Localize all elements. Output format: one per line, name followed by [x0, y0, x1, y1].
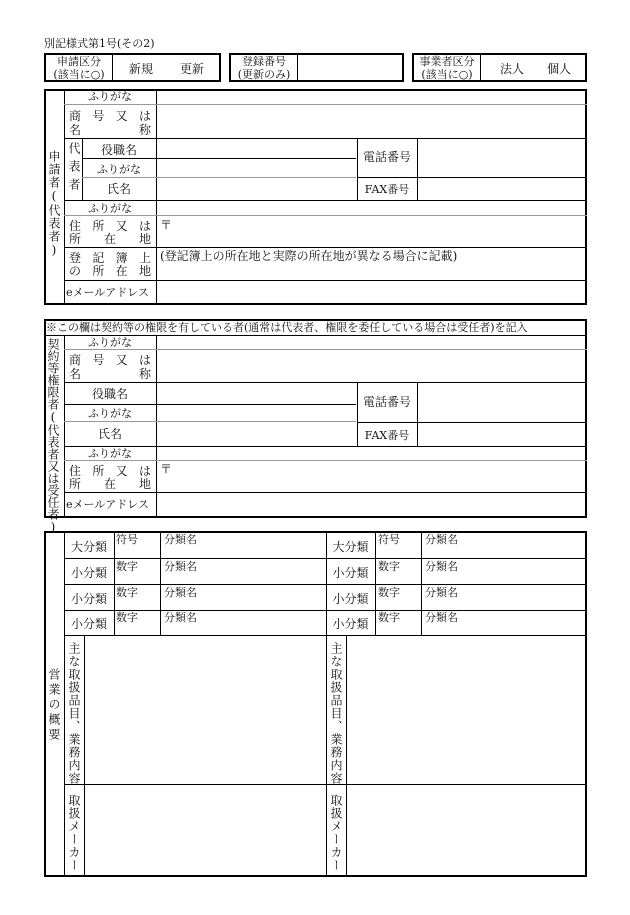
- applicant-position-field[interactable]: [158, 139, 356, 158]
- right-minor-name-label-3: 分類名: [425, 611, 458, 624]
- right-major-label: 大分類: [332, 540, 369, 554]
- form-title: 別記様式第1号(その2): [44, 37, 155, 50]
- right-minor-name-label-2: 分類名: [425, 586, 458, 599]
- applicant-name-furigana-label: ふりがな: [97, 163, 141, 176]
- left-main-items-field[interactable]: [86, 637, 325, 783]
- contract-phone-field[interactable]: [419, 383, 586, 421]
- applicant-trade-name-furigana-field[interactable]: [158, 90, 586, 103]
- applicant-email-field[interactable]: [158, 281, 586, 303]
- right-makers-field[interactable]: [348, 786, 586, 875]
- contract-section-label: 契約等権限者(代表者又は受任者): [46, 338, 60, 534]
- contract-note: ※この欄は契約等の権限を有している者(通常は代表者、権限を委任している場合は受任者)を記入: [46, 321, 528, 334]
- representative-label: 代表者: [67, 142, 81, 196]
- applicant-address-furigana-label: ふりがな: [88, 202, 132, 215]
- left-minor-name-label-2: 分類名: [164, 586, 197, 599]
- registration-number-note: (更新のみ): [237, 68, 291, 81]
- business-type-label: 事業者区分: [419, 55, 475, 68]
- contract-name-furigana-label: ふりがな: [88, 407, 132, 420]
- contract-address-field[interactable]: [172, 461, 586, 491]
- applicant-phone-field[interactable]: [419, 139, 586, 176]
- contract-position-field[interactable]: [158, 383, 356, 403]
- right-minor-number-label-1: 数字: [378, 560, 400, 573]
- left-minor-number-label-2: 数字: [116, 586, 138, 599]
- right-makers-label: 取扱メーカー: [329, 794, 343, 872]
- applicant-trade-name-label-2: 名 称: [69, 123, 151, 137]
- left-minor-name-label-3: 分類名: [164, 611, 197, 624]
- right-major-code-label: 符号: [378, 533, 400, 546]
- contract-email-label: eメールアドレス: [66, 498, 149, 511]
- applicant-position-label: 役職名: [100, 143, 137, 157]
- left-minor-label-3: 小分類: [70, 617, 107, 631]
- right-main-items-label: 主な取扱品目、業務内容: [329, 642, 343, 785]
- left-main-items-label: 主な取扱品目、業務内容: [67, 642, 81, 785]
- contract-fax-field[interactable]: [419, 423, 586, 445]
- option-new[interactable]: 新規: [129, 62, 154, 76]
- applicant-registry-field[interactable]: [158, 264, 586, 279]
- option-corporation[interactable]: 法人: [500, 62, 525, 76]
- applicant-fax-label: FAX番号: [364, 183, 410, 196]
- right-minor-label-1: 小分類: [332, 566, 369, 580]
- left-makers-field[interactable]: [86, 786, 325, 875]
- applicant-name-label: 氏名: [106, 182, 131, 196]
- left-makers-label: 取扱メーカー: [67, 794, 81, 872]
- left-minor-label-1: 小分類: [70, 566, 107, 580]
- left-minor-number-label-1: 数字: [116, 560, 138, 573]
- applicant-address-field[interactable]: [172, 216, 586, 246]
- contract-name-field[interactable]: [158, 422, 356, 445]
- left-major-code-label: 符号: [116, 533, 138, 546]
- applicant-section-label: 申請者(代表者): [47, 150, 61, 258]
- registration-number-field[interactable]: [299, 55, 402, 80]
- option-renewal[interactable]: 更新: [180, 62, 205, 76]
- applicant-postal-mark: 〒: [160, 218, 173, 232]
- applicant-registry-note: (登記簿上の所在地と実際の所在地が異なる場合に記載): [160, 249, 458, 263]
- applicant-fax-field[interactable]: [419, 178, 586, 199]
- applicant-phone-label: 電話番号: [362, 150, 411, 164]
- right-minor-number-label-3: 数字: [378, 611, 400, 624]
- right-major-name-label: 分類名: [425, 533, 458, 546]
- contract-address-furigana-label: ふりがな: [88, 447, 132, 460]
- applicant-name-field[interactable]: [158, 178, 356, 199]
- application-type-label: 申請区分: [57, 55, 101, 68]
- applicant-email-label: eメールアドレス: [66, 286, 149, 299]
- contract-furigana-label: ふりがな: [88, 336, 132, 349]
- right-minor-number-label-2: 数字: [378, 586, 400, 599]
- contract-email-field[interactable]: [158, 493, 586, 516]
- right-minor-name-label-1: 分類名: [425, 560, 458, 573]
- right-minor-label-2: 小分類: [332, 592, 369, 606]
- right-main-items-field[interactable]: [348, 637, 586, 783]
- applicant-address-furigana-field[interactable]: [158, 201, 586, 214]
- contract-trade-name-field[interactable]: [158, 350, 586, 381]
- application-type-note: (該当に○): [53, 68, 105, 81]
- option-individual[interactable]: 個人: [547, 62, 572, 76]
- applicant-trade-name-field[interactable]: [158, 105, 586, 137]
- left-major-name-label: 分類名: [164, 533, 197, 546]
- contract-trade-name-furigana-field[interactable]: [158, 336, 586, 348]
- business-section-label: 営業の概要: [47, 668, 61, 743]
- contract-fax-label: FAX番号: [364, 429, 410, 442]
- left-major-label: 大分類: [70, 540, 107, 554]
- applicant-trade-name-label-1: 商 号 又 は: [69, 109, 151, 123]
- contract-position-label: 役職名: [91, 387, 128, 401]
- left-minor-number-label-3: 数字: [116, 611, 138, 624]
- left-minor-label-2: 小分類: [70, 592, 107, 606]
- left-minor-name-label-1: 分類名: [164, 560, 197, 573]
- registration-number-label: 登録番号: [242, 55, 286, 68]
- contract-phone-label: 電話番号: [362, 395, 411, 409]
- right-minor-label-3: 小分類: [332, 617, 369, 631]
- applicant-furigana-label: ふりがな: [88, 90, 132, 103]
- contract-name-label: 氏名: [97, 427, 122, 441]
- contract-postal-mark: 〒: [160, 462, 173, 476]
- business-type-note: (該当に○): [421, 68, 473, 81]
- contract-address-furigana-field[interactable]: [158, 447, 586, 459]
